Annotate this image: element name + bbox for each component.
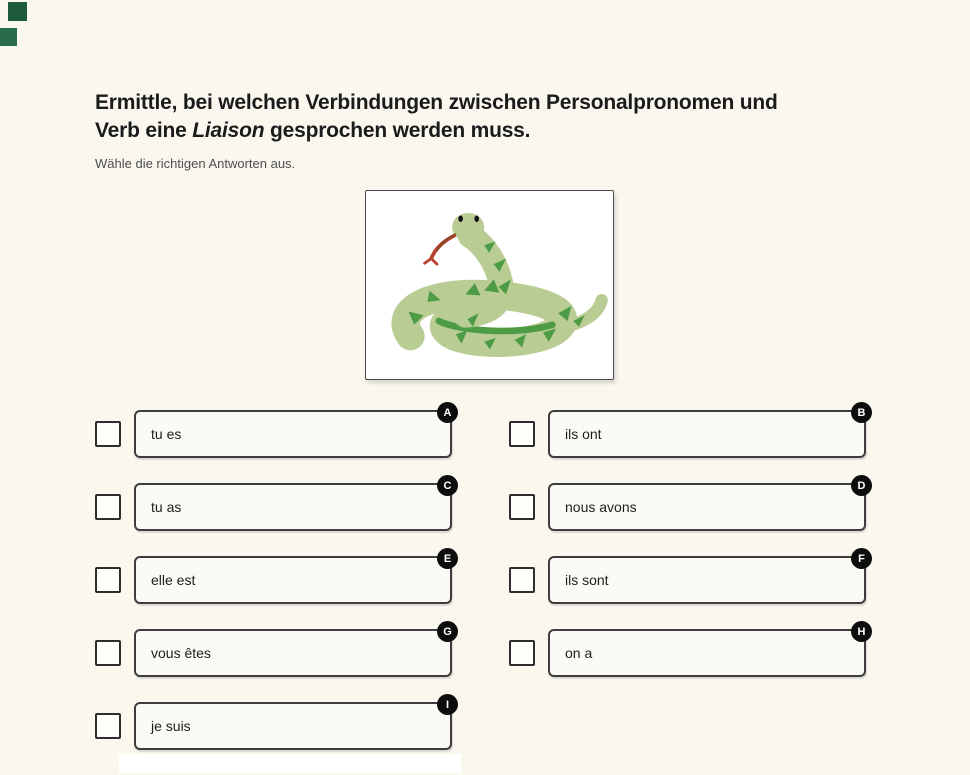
corner-square-2 (0, 28, 17, 46)
title-line-1: Ermittle, bei welchen Verbindungen zwischen Personalpronomen und (95, 91, 778, 114)
option-row (95, 552, 452, 604)
option-checkbox[interactable] (95, 421, 121, 447)
option-box[interactable] (134, 698, 452, 750)
title-italic-term: Liaison (192, 119, 265, 142)
option-label: ils sont (565, 572, 609, 588)
option-row (95, 698, 452, 750)
title-line-2: Verb eine Liaison gesprochen werden muss. (95, 119, 531, 142)
option-checkbox[interactable] (95, 713, 121, 739)
option-label: tu as (151, 499, 182, 515)
option-row (509, 479, 866, 531)
option-letter-badge: I (437, 694, 458, 715)
option-box[interactable] (134, 479, 452, 531)
option-label: ils ont (565, 426, 602, 442)
option-box[interactable] (548, 625, 866, 677)
option-box[interactable] (548, 552, 866, 604)
option-checkbox[interactable] (95, 640, 121, 666)
option-label: vous êtes (151, 645, 211, 661)
option-label: on a (565, 645, 593, 661)
option-box[interactable] (134, 625, 452, 677)
option-row (95, 479, 452, 531)
option-letter-badge: B (851, 402, 872, 423)
option-letter-badge: C (437, 475, 458, 496)
option-box[interactable] (134, 406, 452, 458)
bottom-content-strip (119, 754, 461, 773)
option-label: tu es (151, 426, 182, 442)
option-checkbox[interactable] (509, 494, 535, 520)
illustration-card (365, 190, 614, 380)
option-label: elle est (151, 572, 196, 588)
question-header (95, 89, 935, 171)
snake-illustration (371, 196, 608, 374)
option-box[interactable] (134, 552, 452, 604)
question-instruction: Wähle die richtigen Antworten aus. (95, 156, 296, 171)
option-letter-badge: F (851, 548, 872, 569)
option-row (95, 625, 452, 677)
option-letter-badge: G (437, 621, 458, 642)
option-row (509, 625, 866, 677)
option-label: nous avons (565, 499, 637, 515)
option-checkbox[interactable] (509, 640, 535, 666)
options-column-left (95, 406, 452, 775)
question-title (95, 89, 935, 145)
option-letter-badge: H (851, 621, 872, 642)
options-column-right (509, 406, 866, 702)
option-checkbox[interactable] (95, 494, 121, 520)
option-box[interactable] (548, 406, 866, 458)
option-letter-badge: A (437, 402, 458, 423)
option-letter-badge: D (851, 475, 872, 496)
option-letter-badge: E (437, 548, 458, 569)
option-row (509, 552, 866, 604)
option-checkbox[interactable] (509, 421, 535, 447)
option-box[interactable] (548, 479, 866, 531)
corner-square-1 (8, 2, 27, 21)
option-checkbox[interactable] (509, 567, 535, 593)
option-row (509, 406, 866, 458)
option-checkbox[interactable] (95, 567, 121, 593)
option-row (95, 406, 452, 458)
option-label: je suis (151, 718, 191, 734)
